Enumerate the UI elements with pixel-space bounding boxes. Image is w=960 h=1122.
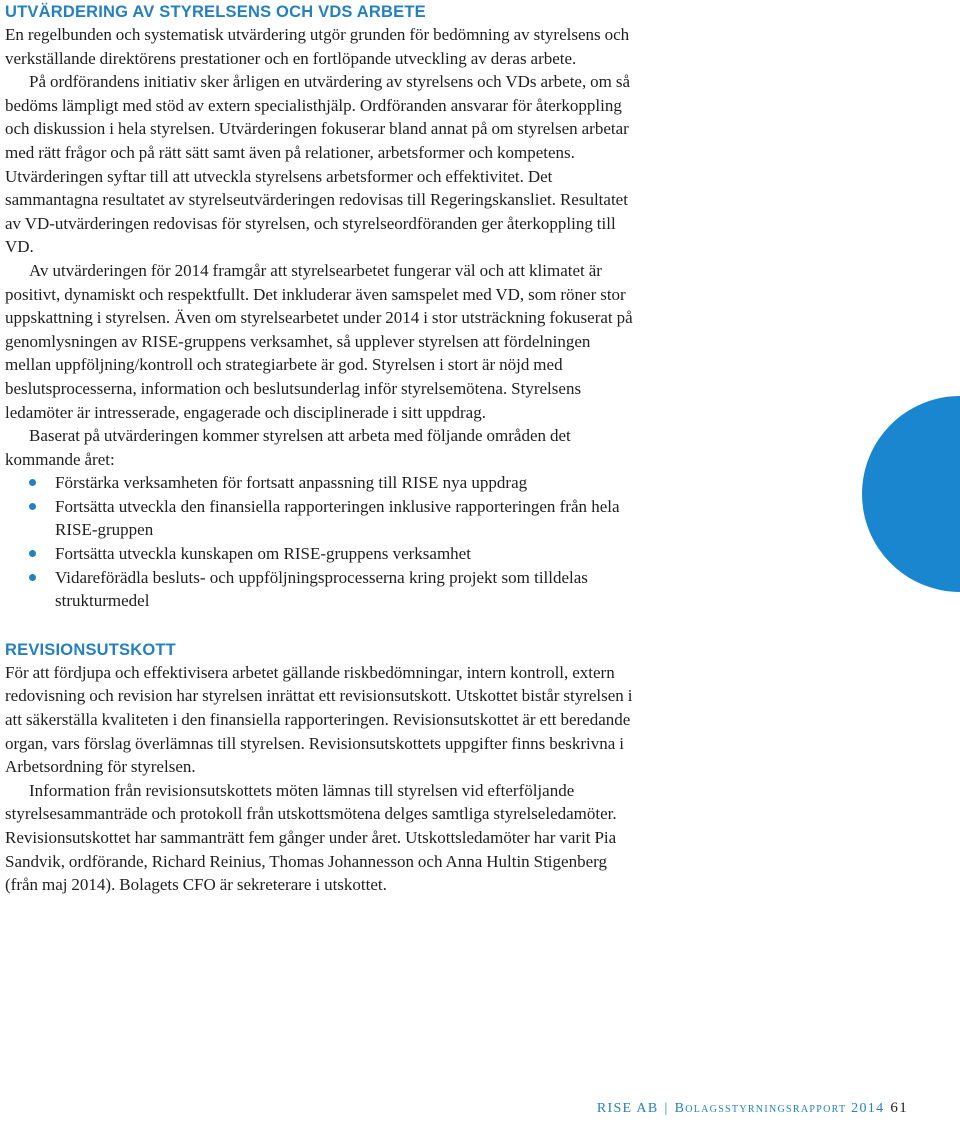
bullet-icon: [29, 503, 36, 510]
paragraph-intro: En regelbunden och systematisk utvärdering utgör grunden för bedömning av styrelsens och verkställande direktörens prestationer och en fortlöpande utveckling av deras arbete.: [5, 25, 630, 68]
section-heading-utvardering: UTVÄRDERING AV STYRELSENS OCH VDS ARBETE: [5, 3, 426, 21]
paragraph-evaluation-process: På ordförandens initiativ sker årligen en utvärdering av styrelsens och VDs arbete, om så bedöms lämpligt med stöd av extern specialisthjälp. Ordföranden ansvarar för återkoppling och diskussion i hela styrelsen. Utvärderingen fokuserar bland annat på om styrelsen arbetar med rätt frågor och på rätt sätt samt även på relationer, arbetsformer och kompetens. Utvärderingen syftar till att utveckla styrelsens arbetsformer och effektivitet. Det sammantagna resultatet av styrelseutvärderingen redovisas till Regeringskansliet. Resultatet av VD-utvärderingen redovisas för styrelsen, och styrelseordföranden ger återkoppling till VD.: [5, 72, 631, 257]
paragraph-audit-committee: För att fördjupa och effektivisera arbetet gällande riskbedömningar, intern kontroll, extern redovisning och revision har styrelsen inrättat ett revisionsutskott. Utskottet bistår styrelsen i att säkerställa kvaliteten i den finansiella rapporteringen. Revisionsutskottet är ett beredande organ, vars förslag överlämnas till styrelsen. Revisionsutskottets uppgifter finns beskrivna i Arbetsordning för styrelsen.: [5, 662, 633, 777]
paragraph-audit-meetings: Information från revisionsutskottets möten lämnas till styrelsen vid efterföljande styrelsesammanträde och protokoll från utskottsmötena delges samtliga styrelseledamöter. Revisionsutskottet har sammanträtt fem gånger under året. Utskottsledamöter har varit Pia Sandvik, ordförande, Richard Reinius, Thomas Johannesson och Anna Hultin Stigenberg (från maj 2014). Bolagets CFO är sekreterare i utskottet.: [5, 780, 617, 895]
list-item: [5, 566, 635, 613]
footer-report-title: Bolagsstyrningsrapport 2014: [674, 1101, 885, 1116]
section-heading-revisionsutskott: REVISIONSUTSKOTT: [5, 640, 176, 659]
footer-company: RISE AB: [596, 1101, 659, 1116]
paragraph-evaluation-2014: Av utvärderingen för 2014 framgår att styrelsearbetet fungerar väl och att klimatet är positivt, dynamiskt och respektfullt. Det inkluderar även samspelet med VD, som röner stor uppskattning i styrelsen. Även om styrelsearbetet under 2014 i stor utsträckning fokuserat på genomlysningen av RISE-gruppens verksamhet, så upplever styrelsen att fördelningen mellan uppföljning/kontroll och strategiarbete är god. Styrelsen i stort är nöjd med beslutsprocesserna, information och beslutsunderlag inför styrelsemötena. Styrelsens ledamöter är intresserade, engagerade och disciplinerade i sitt uppdrag.: [5, 260, 633, 422]
list-item-text: Fortsätta utveckla den finansiella rapporteringen inklusive rapporteringen från hela RISE-gruppen: [55, 496, 620, 540]
page-content: [5, 0, 635, 897]
footer-separator: |: [664, 1101, 669, 1116]
list-item: [5, 471, 635, 495]
list-item: [5, 495, 635, 542]
paragraph-focus-areas: Baserat på utvärderingen kommer styrelsen att arbeta med följande områden det kommande året:: [5, 426, 571, 469]
list-item-text: Fortsätta utveckla kunskapen om RISE-gruppens verksamhet: [55, 544, 471, 564]
decorative-circle: [862, 396, 960, 592]
page-number: 61: [890, 1100, 908, 1116]
bullet-icon: [29, 550, 36, 557]
page-footer: [597, 1100, 908, 1117]
bullet-icon: [29, 574, 36, 581]
list-item-text: Förstärka verksamheten för fortsatt anpassning till RISE nya uppdrag: [55, 473, 528, 493]
bullet-icon: [29, 479, 36, 486]
list-item-text: Vidareförädla besluts- och uppföljningsprocesserna kring projekt som tilldelas strukturmedel: [55, 567, 588, 611]
focus-area-list: [5, 471, 635, 613]
list-item: [5, 542, 635, 566]
